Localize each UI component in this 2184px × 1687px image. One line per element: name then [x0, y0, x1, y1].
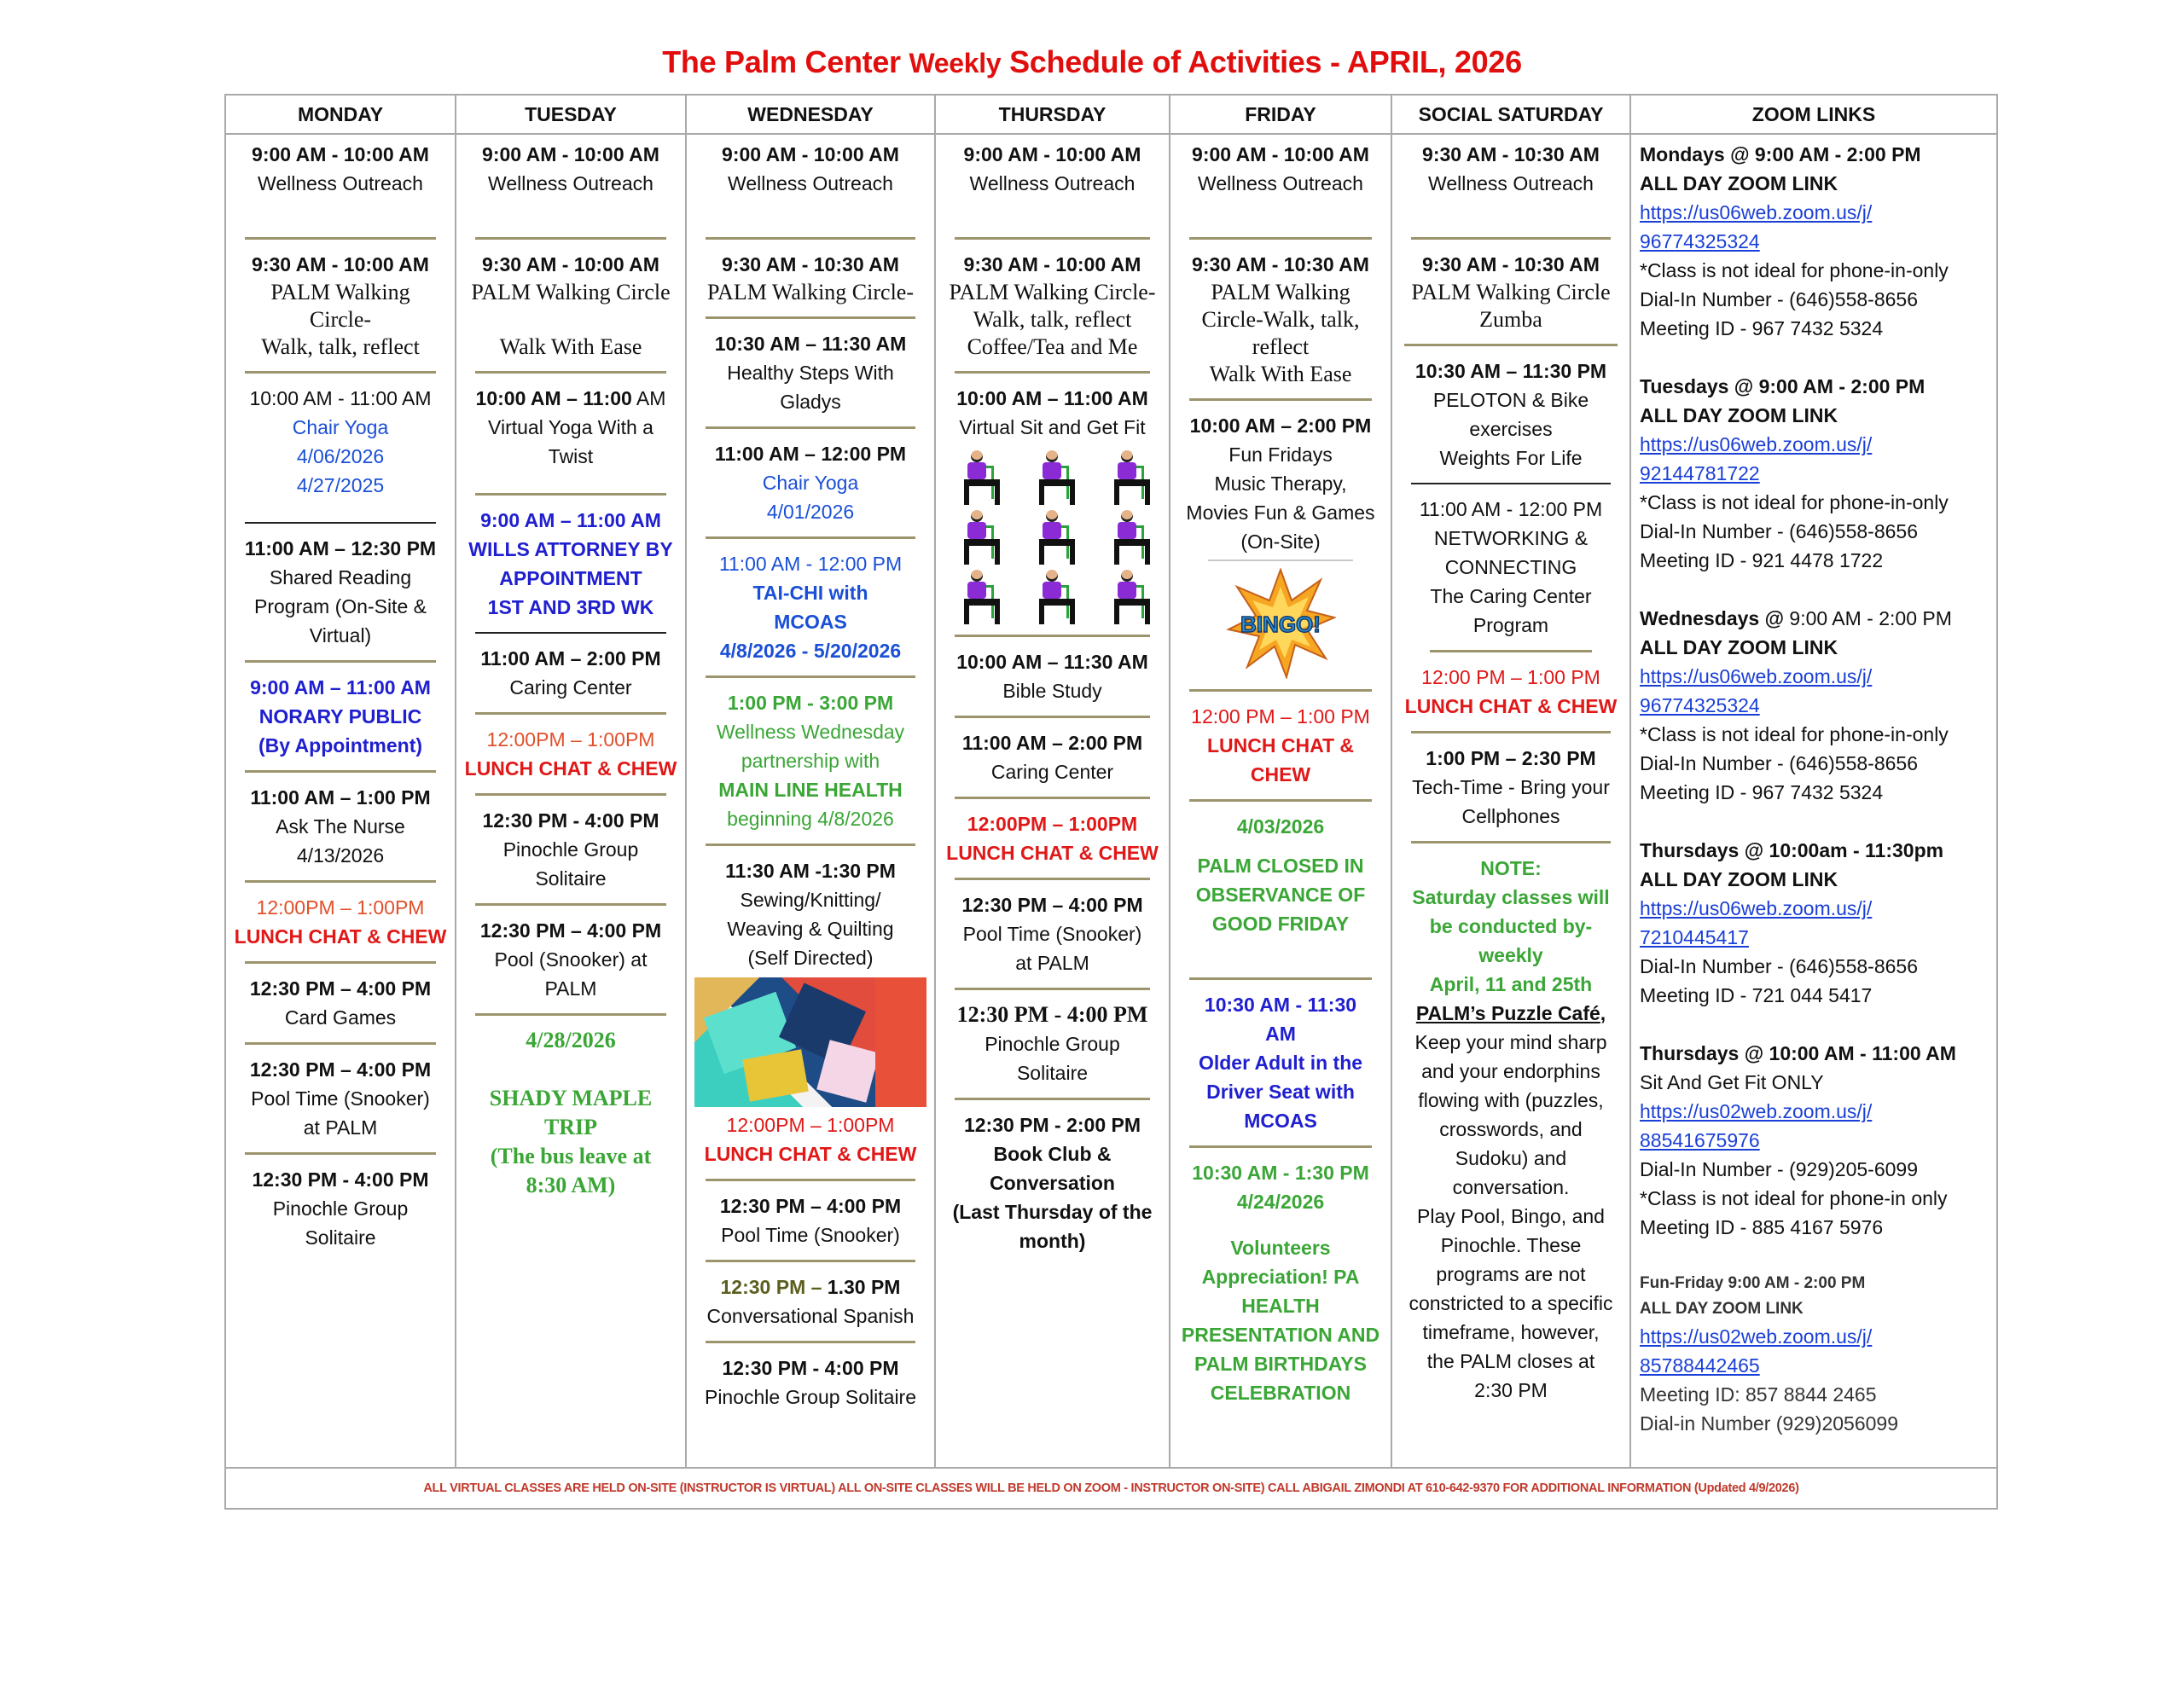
- divider: [475, 903, 666, 906]
- footer-row: [225, 1468, 1997, 1509]
- puzzle-cafe: PALM’s Puzzle Café, Keep your mind sharp and your endorphins flowing with (puzzles, crosswords, and Sudoku) and conversation. Play Pool, Bingo, and Pinochle. These programs are not constricted to a specific timeframe, however, the PALM closes at 2:30 PM: [1409, 1002, 1613, 1401]
- divider: [245, 1042, 436, 1045]
- event: 9:30 AM - 10:00 AM PALM Walking Circle- Walk, talk, reflect Coffee/Tea and Me: [949, 253, 1156, 359]
- event: 12:30 PM – 4:00 PM Pool (Snooker) at PALM: [479, 919, 662, 1000]
- event: 9:30 AM - 10:30 AM PALM Walking Circle-: [706, 253, 914, 304]
- zoom-link-thursday[interactable]: https://us06web.zoom.us/j/ 7210445417: [1640, 897, 1873, 948]
- monday-column: [225, 134, 456, 1468]
- header-monday: MONDAY: [225, 95, 456, 134]
- event: 9:30 AM - 10:00 AM PALM Walking Circle- Walk, talk, reflect: [252, 253, 429, 359]
- event: 12:30 PM – 4:00 PM Pool Time (Snooker) at PALM: [961, 894, 1143, 974]
- divider: [706, 1260, 915, 1262]
- event: 12:00PM – 1:00PM LUNCH CHAT & CHEW: [464, 728, 677, 780]
- event: 11:00 AM – 12:00 PM Chair Yoga 4/01/2026: [714, 443, 907, 523]
- event: 12:00 PM – 1:00 PM LUNCH CHAT & CHEW: [1191, 705, 1370, 786]
- event: 10:00 AM - 11:00 AM Chair Yoga 4/06/2026 4/27/2025: [249, 387, 432, 496]
- divider: [1189, 237, 1372, 240]
- zoom-block-tuesday: Tuesdays @ 9:00 AM - 2:00 PM ALL DAY ZOOM LINK https://us06web.zoom.us/j/ 92144781722 *Class is not ideal for phone-in-only Dial-In Number - (646)558-8656 Meeting ID - 921 4478 1722: [1640, 372, 1991, 575]
- event: 9:00 AM – 11:00 AM WILLS ATTORNEY BY APPOINTMENT 1ST AND 3RD WK: [468, 509, 673, 618]
- header-saturday: SOCIAL SATURDAY: [1391, 95, 1630, 134]
- divider: [1411, 731, 1611, 733]
- event: 11:00 AM – 2:00 PM Caring Center: [480, 647, 661, 699]
- event: 12:30 PM – 1.30 PM Conversational Spanish: [706, 1276, 915, 1327]
- chair-exercise-icon: [1027, 510, 1078, 559]
- event: 10:00 AM – 11:30 AM Bible Study: [956, 651, 1148, 702]
- event: 12:30 PM – 4:00 PM Card Games: [249, 977, 432, 1029]
- divider: [1189, 398, 1372, 401]
- divider: [955, 635, 1150, 637]
- divider: [1189, 689, 1372, 692]
- divider: [475, 632, 666, 634]
- event: 12:30 PM – 4:00 PM Pool Time (Snooker) at PALM: [249, 1058, 432, 1139]
- event: 12:30 PM – 4:00 PM Pool Time (Snooker): [719, 1195, 902, 1246]
- divider: [1189, 1145, 1372, 1148]
- chair-exercise-icon: [952, 450, 1003, 500]
- event: 11:00 AM – 12:30 PM Shared Reading Program (On-Site & Virtual): [244, 537, 437, 646]
- event: 1:00 PM – 2:30 PM Tech-Time - Bring your Cellphones: [1412, 747, 1610, 827]
- event: 10:30 AM - 1:30 PM 4/24/2026 Volunteers Appreciation! PA HEALTH PRESENTATION AND PALM BIRTHDAYS CELEBRATION: [1181, 1162, 1380, 1404]
- event: 11:00 AM – 2:00 PM Caring Center: [961, 732, 1143, 783]
- event: 12:00PM – 1:00PM LUNCH CHAT & CHEW: [234, 896, 447, 948]
- event: 9:30 AM - 10:30 AM PALM Walking Circle-Walk, talk, reflect Walk With Ease: [1192, 253, 1369, 386]
- zoom-block-wednesday: Wednesdays @ 9:00 AM - 2:00 PM ALL DAY ZOOM LINK https://us06web.zoom.us/j/ 96774325324 *Class is not ideal for phone-in-only Dial-In Number - (646)558-8656 Meeting ID - 967 7432 5324: [1640, 604, 1991, 807]
- divider: [245, 237, 436, 240]
- divider: [475, 712, 666, 715]
- zoom-link-friday[interactable]: https://us02web.zoom.us/j/ 85788442465: [1640, 1325, 1873, 1377]
- event: 9:00 AM – 11:00 AM NORARY PUBLIC (By Appointment): [250, 676, 431, 757]
- thursday-column: [935, 134, 1170, 1468]
- header-row: [225, 95, 1997, 134]
- saturday-column: [1391, 134, 1630, 1468]
- event: 10:00 AM – 2:00 PM Fun Fridays Music Therapy, Movies Fun & Games (On-Site): [1186, 415, 1375, 553]
- divider: [475, 493, 666, 496]
- divider: [955, 878, 1150, 880]
- divider: [475, 1013, 666, 1016]
- event: 9:00 AM - 10:00 AM Wellness Outreach: [722, 143, 899, 194]
- zoom-links-column: [1630, 134, 1997, 1468]
- event: 9:00 AM - 10:00 AM Wellness Outreach: [252, 143, 429, 194]
- zoom-link-monday[interactable]: https://us06web.zoom.us/j/ 96774325324: [1640, 201, 1873, 252]
- event: 11:30 AM -1:30 PM Sewing/Knitting/ Weaving & Quilting (Self Directed): [725, 860, 896, 969]
- divider: [955, 1098, 1150, 1100]
- divider: [245, 880, 436, 883]
- event: 9:30 AM - 10:30 AM PALM Walking Circle Zumba: [1411, 253, 1611, 332]
- saturday-note: NOTE: Saturday classes will be conducted by- weekly April, 11 and 25th: [1412, 857, 1610, 995]
- chair-exercise-illustrations: [939, 450, 1165, 619]
- divider: [955, 797, 1150, 799]
- zoom-block-thursday: Thursdays @ 10:00am - 11:30pm ALL DAY ZOOM LINK https://us06web.zoom.us/j/ 7210445417 Dial-In Number - (646)558-8656 Meeting ID - 721 044 5417: [1640, 836, 1991, 1010]
- chair-exercise-icon: [952, 510, 1003, 559]
- divider: [706, 237, 915, 240]
- event: 10:30 AM – 11:30 AM Healthy Steps With Gladys: [714, 333, 907, 413]
- schedule-row: [225, 134, 1997, 1468]
- event: 12:30 PM - 4:00 PM Pinochle Group Solitaire: [252, 1168, 429, 1249]
- zoom-link-tuesday[interactable]: https://us06web.zoom.us/j/ 92144781722: [1640, 433, 1873, 484]
- footer-note: ALL VIRTUAL CLASSES ARE HELD ON-SITE (INSTRUCTOR IS VIRTUAL) ALL ON-SITE CLASSES WILL BE HELD ON ZOOM - INSTRUCTOR ON-SITE) CALL ABIGAIL ZIMONDI AT 610-642-9370 FOR ADDITIONAL INFORMATION (Updated 4/9/2026): [225, 1468, 1997, 1509]
- event: 10:30 AM – 11:30 PM PELOTON & Bike exercises Weights For Life: [1414, 360, 1607, 469]
- divider: [1411, 483, 1611, 484]
- event: 12:00PM – 1:00PM LUNCH CHAT & CHEW: [704, 1114, 917, 1165]
- event: 4/03/2026 PALM CLOSED IN OBSERVANCE OF GOOD FRIDAY: [1195, 815, 1366, 935]
- event: 9:00 AM - 10:00 AM Wellness Outreach: [482, 143, 659, 194]
- divider: [1404, 344, 1618, 346]
- chair-exercise-icon: [1027, 450, 1078, 500]
- divider: [706, 675, 915, 678]
- zoom-link-wednesday[interactable]: https://us06web.zoom.us/j/ 96774325324: [1640, 665, 1873, 716]
- event: 11:00 AM – 1:00 PM Ask The Nurse 4/13/2026: [250, 786, 431, 867]
- chair-exercise-icon: [1027, 570, 1078, 619]
- wednesday-column: [686, 134, 935, 1468]
- divider: [706, 1341, 915, 1343]
- event: 12:30 PM - 4:00 PM Pinochle Group Solitaire: [482, 809, 659, 890]
- zoom-block-monday: Mondays @ 9:00 AM - 2:00 PM ALL DAY ZOOM LINK https://us06web.zoom.us/j/ 96774325324 *Class is not ideal for phone-in-only Dial-In Number - (646)558-8656 Meeting ID - 967 7432 5324: [1640, 140, 1991, 343]
- zoom-block-friday: Fun-Friday 9:00 AM - 2:00 PM ALL DAY ZOOM LINK https://us02web.zoom.us/j/ 85788442465 Meeting ID: 857 8844 2465 Dial-in Number (929)2056099: [1640, 1271, 1991, 1438]
- header-thursday: THURSDAY: [935, 95, 1170, 134]
- schedule-table: [224, 94, 1998, 1510]
- divider: [1411, 237, 1611, 240]
- event: 11:00 AM - 12:00 PM TAI-CHI with MCOAS 4/8/2026 - 5/20/2026: [718, 553, 903, 662]
- divider: [955, 716, 1150, 718]
- divider: [475, 371, 666, 374]
- bingo-icon: [1225, 568, 1336, 679]
- zoom-block-thursday-sit-fit: Thursdays @ 10:00 AM - 11:00 AM Sit And Get Fit ONLY https://us02web.zoom.us/j/ 88541675976 Dial-In Number - (929)205-6099 *Class is not ideal for phone-in only Meeting ID - 885 4167 5976: [1640, 1039, 1991, 1242]
- event: 10:00 AM – 11:00 AM Virtual Sit and Get Fit: [956, 387, 1148, 438]
- chair-exercise-icon: [1102, 570, 1153, 619]
- event: 10:00 AM – 11:00 AM Virtual Yoga With a Twist: [475, 387, 666, 467]
- divider: [706, 426, 915, 429]
- event: 11:00 AM - 12:00 PM NETWORKING & CONNECTING The Caring Center Program: [1419, 498, 1603, 636]
- divider: [245, 1152, 436, 1155]
- divider: [1430, 650, 1592, 652]
- divider: [706, 316, 915, 319]
- event: 9:30 AM - 10:30 AM Wellness Outreach: [1422, 143, 1600, 194]
- divider: [245, 371, 436, 374]
- event: 12:00PM – 1:00PM LUNCH CHAT & CHEW: [946, 813, 1159, 864]
- event: 12:30 PM - 4:00 PM Pinochle Group Solitaire: [956, 1002, 1148, 1084]
- header-wednesday: WEDNESDAY: [686, 95, 935, 134]
- event: 12:30 PM - 4:00 PM Pinochle Group Solitaire: [704, 1357, 917, 1408]
- divider: [1189, 977, 1372, 980]
- event: 10:30 AM - 11:30 AM Older Adult in the Driver Seat with MCOAS: [1198, 994, 1363, 1132]
- divider: [1411, 841, 1611, 844]
- zoom-link-thursday-sit-fit[interactable]: https://us02web.zoom.us/j/ 88541675976: [1640, 1100, 1873, 1151]
- tuesday-column: [456, 134, 686, 1468]
- header-tuesday: TUESDAY: [456, 95, 686, 134]
- bingo-text: BINGO!: [1240, 612, 1321, 637]
- bingo-burst-icon: [1225, 568, 1336, 679]
- event: 12:00 PM – 1:00 PM LUNCH CHAT & CHEW: [1404, 666, 1618, 717]
- divider: [245, 770, 436, 773]
- divider: [475, 793, 666, 796]
- divider: [1208, 559, 1353, 561]
- event: 4/28/2026 SHADY MAPLE TRIP (The bus leave at 8:30 AM): [489, 1028, 653, 1197]
- divider: [475, 237, 666, 240]
- page-title: The Palm Center Weekly Schedule of Activities - APRIL, 2026: [662, 44, 1522, 79]
- divider: [245, 522, 436, 524]
- event: 9:00 AM - 10:00 AM Wellness Outreach: [963, 143, 1141, 194]
- quilting-photo: [694, 977, 926, 1107]
- header-zoom-links: ZOOM LINKS: [1630, 95, 1997, 134]
- event: 9:00 AM - 10:00 AM Wellness Outreach: [1192, 143, 1369, 194]
- divider: [955, 371, 1150, 374]
- event: 9:30 AM - 10:00 AM PALM Walking Circle Walk With Ease: [471, 253, 671, 359]
- divider: [245, 660, 436, 663]
- divider: [706, 536, 915, 539]
- chair-exercise-icon: [1102, 450, 1153, 500]
- divider: [1189, 799, 1372, 802]
- event: 12:30 PM - 2:00 PM Book Club & Conversation (Last Thursday of the month): [952, 1114, 1153, 1252]
- chair-exercise-icon: [952, 570, 1003, 619]
- friday-column: [1170, 134, 1391, 1468]
- event: 1:00 PM - 3:00 PM Wellness Wednesday partnership with MAIN LINE HEALTH beginning 4/8/2026: [716, 692, 905, 830]
- divider: [245, 961, 436, 964]
- divider: [706, 1179, 915, 1181]
- divider: [955, 988, 1150, 990]
- header-friday: FRIDAY: [1170, 95, 1391, 134]
- chair-exercise-icon: [1102, 510, 1153, 559]
- divider: [955, 237, 1150, 240]
- divider: [706, 844, 915, 846]
